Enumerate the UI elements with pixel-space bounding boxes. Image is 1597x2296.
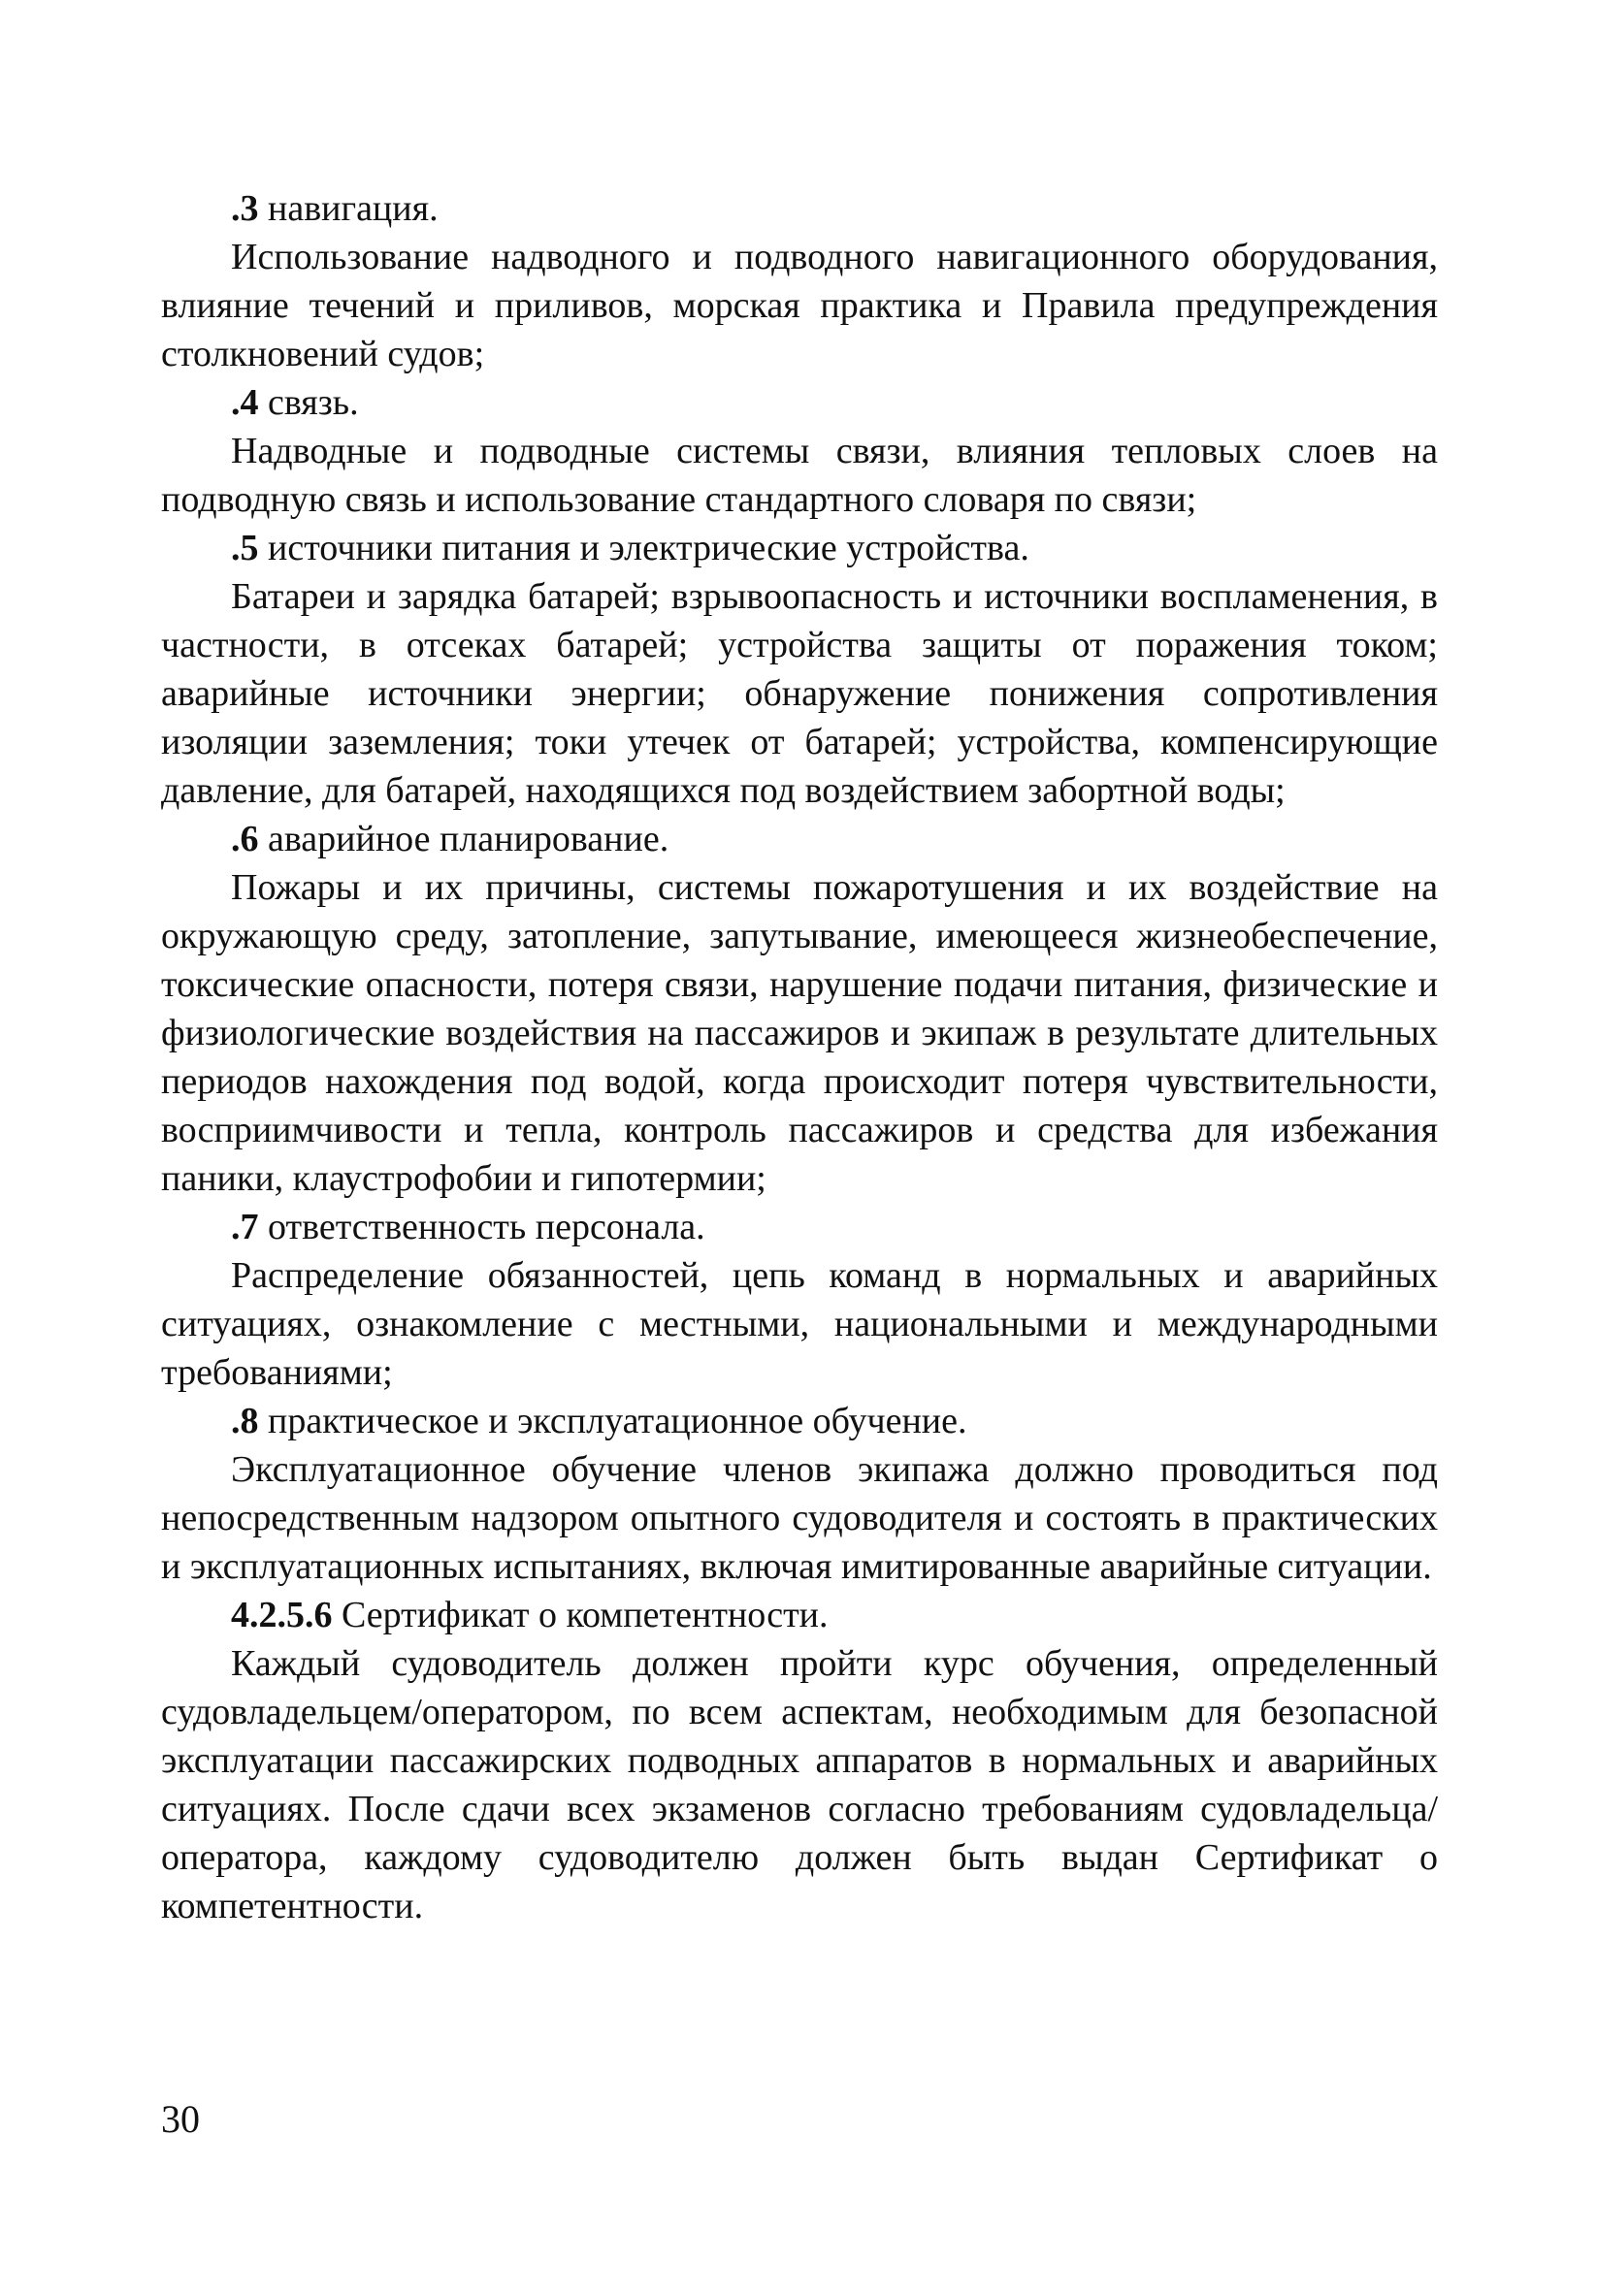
item-title: связь. bbox=[258, 382, 359, 423]
section-title: Сертификат о компетентности. bbox=[332, 1595, 829, 1635]
paragraph: Эксплуатационное обучение членов экипажа должно проводиться под непосредственным надзором опытного судоводителя и состоять в практических и эксплуатационных испытаниях, включая имитированные аварийные ситуации. bbox=[161, 1449, 1438, 1587]
list-item bbox=[161, 1397, 1438, 1445]
paragraph: Каждый судоводитель должен пройти курс обучения, определенный судовладельцем/оператором, по всем аспектам, необходимым для безопасной эксплуатации пассажирских подводных аппаратов в нормальных и аварийных ситуациях. После сдачи всех экзаменов согласно требованиям судовладельца/оператора, каждому судоводителю должен быть выдан Сертификат о компетентности. bbox=[161, 1643, 1438, 1926]
item-number: .6 bbox=[231, 819, 259, 859]
item-number: .8 bbox=[231, 1401, 259, 1441]
paragraph: Батареи и зарядка батарей; взрывоопасность и источники воспламенения, в частности, в отсеках батарей; устройства защиты от поражения током; аварийные источники энергии; обнаружение понижения сопротивления изоляции заземления; токи утечек от батарей; устройства, компенсирующие давление, для батарей, находящихся под воздействием забортной воды; bbox=[161, 576, 1438, 811]
item-title: навигация. bbox=[258, 188, 439, 229]
item-number: .4 bbox=[231, 382, 259, 423]
item-number: .5 bbox=[231, 528, 259, 568]
paragraph: Использование надводного и подводного навигационного оборудования, влияние течений и приливов, морская практика и Правила предупреждения столкновений судов; bbox=[161, 237, 1438, 374]
section-heading bbox=[161, 1591, 1438, 1639]
item-title: источники питания и электрические устройства. bbox=[258, 528, 1029, 568]
item-number: .3 bbox=[231, 188, 259, 229]
item-number: .7 bbox=[231, 1207, 259, 1247]
paragraph: Пожары и их причины, системы пожаротушения и их воздействие на окружающую среду, затопление, запутывание, имеющееся жизнеобеспечение, токсические опасности, потеря связи, нарушение подачи питания, физические и физиологические воздействия на пассажиров и экипаж в результате длительных периодов нахождения под водой, когда происходит потеря чувствительности, восприимчивости и тепла, контроль пассажиров и средства для избежания паники, клаустрофобии и гипотермии; bbox=[161, 867, 1438, 1199]
paragraph: Распределение обязанностей, цепь команд в нормальных и аварийных ситуациях, ознакомление с местными, национальными и международными требованиями; bbox=[161, 1255, 1438, 1393]
list-item bbox=[161, 524, 1438, 572]
item-title: ответственность персонала. bbox=[258, 1207, 705, 1247]
list-item bbox=[161, 184, 1438, 233]
list-item bbox=[161, 378, 1438, 427]
item-title: практическое и эксплуатационное обучение. bbox=[258, 1401, 967, 1441]
page-body bbox=[161, 184, 1438, 1930]
list-item bbox=[161, 1203, 1438, 1251]
item-title: аварийное планирование. bbox=[258, 819, 669, 859]
section-number: 4.2.5.6 bbox=[231, 1595, 333, 1635]
page-number: 30 bbox=[161, 2097, 200, 2141]
paragraph: Надводные и подводные системы связи, влияния тепловых слоев на подводную связь и использование стандартного словаря по связи; bbox=[161, 431, 1438, 520]
list-item bbox=[161, 815, 1438, 863]
